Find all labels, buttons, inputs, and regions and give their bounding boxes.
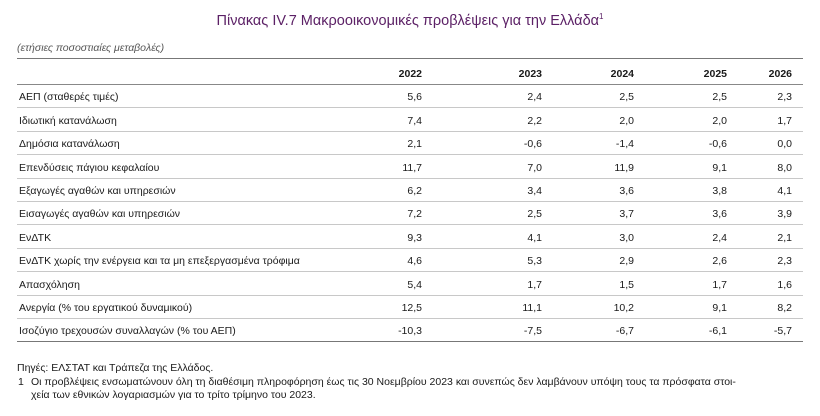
year-header: 2023 <box>518 68 542 80</box>
value-cell: 2,9 <box>619 255 634 268</box>
value-cell: 2,3 <box>777 255 792 268</box>
year-header: 2022 <box>398 68 422 80</box>
table-subtitle: (ετήσιες ποσοστιαίες μεταβολές) <box>17 42 165 54</box>
row-label: ΑΕΠ (σταθερές τιμές) <box>19 91 119 104</box>
table-notes <box>17 362 803 403</box>
value-cell: 5,4 <box>407 278 422 291</box>
value-cell: 3,6 <box>619 184 634 197</box>
table-body <box>17 85 803 342</box>
value-cell: 1,7 <box>777 114 792 127</box>
row-label: Εξαγωγές αγαθών και υπηρεσιών <box>19 184 176 197</box>
value-cell: 2,1 <box>407 138 422 151</box>
value-cell: 3,4 <box>527 184 542 197</box>
value-cell: 2,0 <box>712 114 727 127</box>
value-cell: 5,3 <box>527 255 542 268</box>
row-label: ΕνΔΤΚ χωρίς την ενέργεια και τα μη επεξεργασμένα τρόφιμα <box>19 255 300 268</box>
value-cell: 6,2 <box>407 184 422 197</box>
value-cell: 3,7 <box>619 208 634 221</box>
year-header: 2024 <box>610 68 634 80</box>
source-note: Πηγές: ΕΛΣΤΑΤ και Τράπεζα της Ελλάδος. <box>17 362 214 374</box>
value-cell: 2,6 <box>712 255 727 268</box>
value-cell: 7,0 <box>527 161 542 174</box>
value-cell: 5,6 <box>407 91 422 104</box>
value-cell: 11,9 <box>614 161 634 174</box>
value-cell: 8,0 <box>777 161 792 174</box>
row-label: Ισοζύγιο τρεχουσών συναλλαγών (% του ΑΕΠ) <box>19 325 236 338</box>
footnote-number: 1 <box>18 375 24 388</box>
value-cell: 7,2 <box>407 208 422 221</box>
value-cell: 4,6 <box>407 255 422 268</box>
table-row <box>17 319 803 342</box>
value-cell: 11,1 <box>522 301 542 314</box>
table-row <box>17 296 803 319</box>
value-cell: 10,2 <box>613 301 634 314</box>
footnote <box>17 376 803 403</box>
forecast-table <box>17 59 803 342</box>
table-row <box>17 155 803 178</box>
row-label: Ιδιωτική κατανάλωση <box>19 114 117 127</box>
value-cell: 1,7 <box>712 278 727 291</box>
value-cell: 9,3 <box>407 231 422 244</box>
value-cell: 7,4 <box>407 114 422 127</box>
value-cell: 4,1 <box>777 184 792 197</box>
footnote-line: Οι προβλέψεις ενσωματώνουν όλη τη διαθέσιμη πληροφόρηση έως τις 30 Νοεμβρίου 2023 και συνεπώς δεν λαμβάνουν υπόψη τους τα πρόσφατα στοι- <box>31 375 736 388</box>
row-label: Ανεργία (% του εργατικού δυναμικού) <box>19 301 193 314</box>
table-title <box>0 13 820 29</box>
value-cell: 3,9 <box>777 208 792 221</box>
value-cell: 3,0 <box>619 231 634 244</box>
value-cell: 12,5 <box>401 301 422 314</box>
value-cell: 0,0 <box>777 138 792 151</box>
table-row <box>17 272 803 295</box>
value-cell: 1,7 <box>527 278 542 291</box>
value-cell: 2,5 <box>527 208 542 221</box>
value-cell: 1,6 <box>777 278 792 291</box>
table-row <box>17 108 803 131</box>
title-footnote-mark: 1 <box>599 12 604 21</box>
row-label: ΕνΔΤΚ <box>19 231 52 244</box>
table-row <box>17 249 803 272</box>
value-cell: 4,1 <box>527 231 542 244</box>
value-cell: 2,0 <box>619 114 634 127</box>
value-cell: 3,6 <box>712 208 727 221</box>
value-cell: 2,5 <box>712 91 727 104</box>
table-row <box>17 132 803 155</box>
value-cell: 9,1 <box>712 301 727 314</box>
value-cell: -6,7 <box>615 325 634 338</box>
table-row <box>17 179 803 202</box>
year-header: 2025 <box>703 68 727 80</box>
footnote-line: χεία των εθνικών λογαριασμών για το τρίτο τρίμηνο του 2023. <box>31 389 316 401</box>
table-row <box>17 85 803 108</box>
value-cell: 1,5 <box>619 278 634 291</box>
value-cell: 3,8 <box>712 184 727 197</box>
value-cell: 11,7 <box>402 161 422 174</box>
value-cell: -5,7 <box>773 325 792 338</box>
table-title-text: Πίνακας IV.7 Μακροοικονομικές προβλέψεις για την Ελλάδα <box>216 13 600 29</box>
value-cell: 2,4 <box>712 231 727 244</box>
value-cell: -10,3 <box>398 325 422 338</box>
row-label: Επενδύσεις πάγιου κεφαλαίου <box>19 161 160 174</box>
value-cell: 2,3 <box>777 91 792 104</box>
value-cell: -7,5 <box>523 325 542 338</box>
value-cell: 2,1 <box>777 231 792 244</box>
header-row <box>17 59 803 85</box>
value-cell: 2,5 <box>619 91 634 104</box>
value-cell: -1,4 <box>615 138 634 151</box>
row-label: Δημόσια κατανάλωση <box>19 138 120 151</box>
table-row <box>17 225 803 248</box>
row-label: Απασχόληση <box>19 278 80 291</box>
value-cell: 8,2 <box>777 301 792 314</box>
row-label: Εισαγωγές αγαθών και υπηρεσιών <box>19 208 181 221</box>
value-cell: -0,6 <box>523 138 542 151</box>
value-cell: 9,1 <box>712 161 727 174</box>
value-cell: 2,2 <box>527 114 542 127</box>
value-cell: -6,1 <box>708 325 727 338</box>
value-cell: 2,4 <box>527 91 542 104</box>
table-row <box>17 202 803 225</box>
year-header: 2026 <box>768 68 792 80</box>
value-cell: -0,6 <box>708 138 727 151</box>
